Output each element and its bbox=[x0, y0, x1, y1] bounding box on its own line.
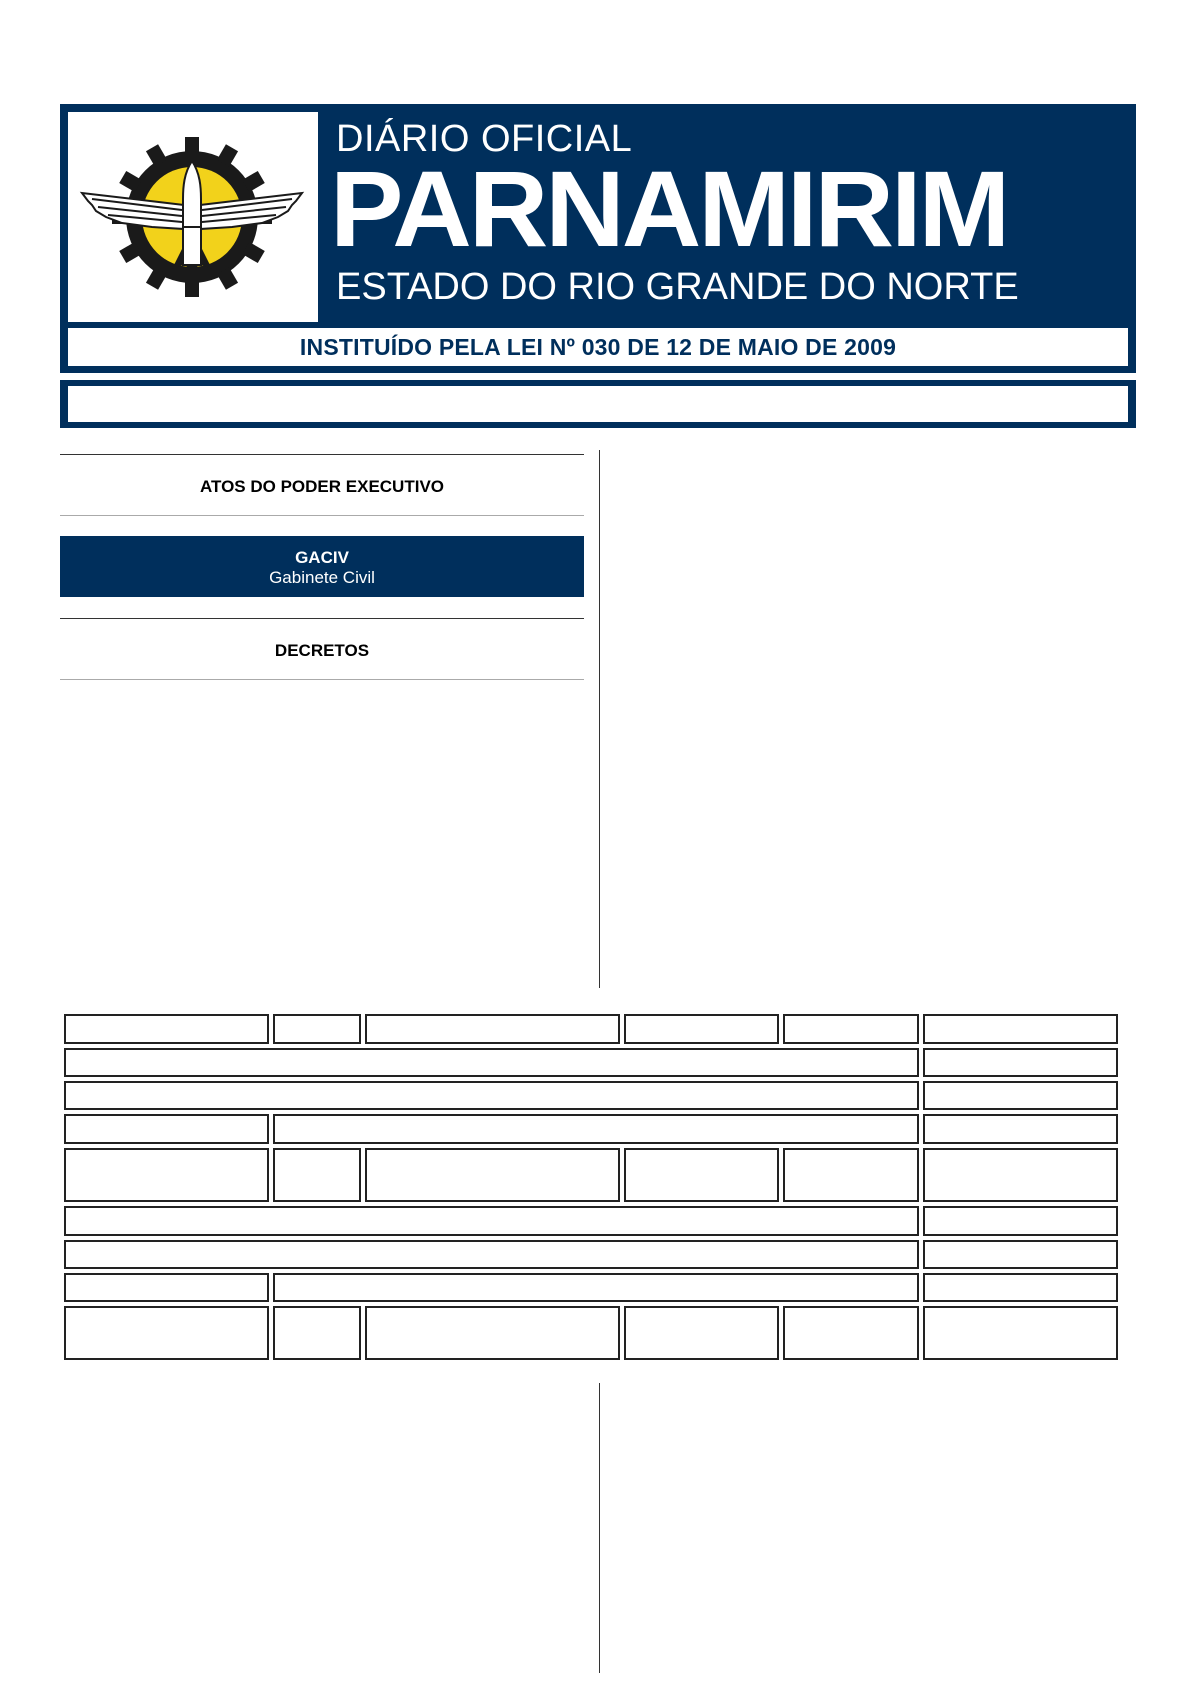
grid-cell bbox=[273, 1148, 361, 1202]
masthead bbox=[60, 104, 1136, 373]
grid-cell bbox=[923, 1114, 1118, 1144]
grid-cell bbox=[624, 1014, 779, 1044]
grid-cell bbox=[923, 1240, 1118, 1269]
grid-cell bbox=[365, 1148, 620, 1202]
grid-cell bbox=[923, 1306, 1118, 1360]
masthead-law-bar bbox=[68, 328, 1128, 366]
grid-cell bbox=[365, 1306, 620, 1360]
logo bbox=[68, 112, 318, 322]
section-heading-executive: ATOS DO PODER EXECUTIVO bbox=[199, 477, 445, 496]
grid-cell bbox=[923, 1206, 1118, 1236]
grid-cell bbox=[923, 1048, 1118, 1077]
grid-cell bbox=[64, 1273, 269, 1302]
grid-cell bbox=[64, 1240, 919, 1269]
grid-cell bbox=[273, 1114, 919, 1144]
department-name: Gabinete Civil bbox=[269, 568, 375, 587]
edition-bar bbox=[60, 380, 1136, 428]
masthead-state: ESTADO DO RIO GRANDE DO NORTE bbox=[336, 266, 1019, 308]
grid-cell bbox=[64, 1306, 269, 1360]
grid-cell bbox=[64, 1148, 269, 1202]
grid-cell bbox=[365, 1014, 620, 1044]
grid-cell bbox=[923, 1014, 1118, 1044]
section-rule-top bbox=[60, 454, 584, 455]
municipal-emblem-icon bbox=[68, 112, 318, 322]
grid-cell bbox=[273, 1014, 361, 1044]
edition-bar-inner bbox=[68, 386, 1128, 422]
grid-cell bbox=[624, 1148, 779, 1202]
grid-cell bbox=[64, 1081, 919, 1110]
grid-cell bbox=[64, 1114, 269, 1144]
grid-cell bbox=[783, 1014, 919, 1044]
grid-cell bbox=[273, 1306, 361, 1360]
grid-cell bbox=[923, 1273, 1118, 1302]
column-divider-lower bbox=[599, 1383, 600, 1673]
masthead-law-text: INSTITUÍDO PELA LEI Nº 030 DE 12 DE MAIO DE 2009 bbox=[299, 333, 897, 360]
grid-cell bbox=[923, 1081, 1118, 1110]
grid-cell bbox=[273, 1273, 919, 1302]
column-divider-upper bbox=[599, 450, 600, 988]
grid-cell bbox=[624, 1306, 779, 1360]
decrees-rule-top bbox=[60, 618, 584, 619]
masthead-title: PARNAMIRIM bbox=[330, 148, 1008, 269]
grid-cell bbox=[783, 1148, 919, 1202]
grid-cell bbox=[783, 1306, 919, 1360]
decrees-rule-bottom bbox=[60, 679, 584, 680]
section-heading-decrees: DECRETOS bbox=[274, 641, 370, 660]
grid-cell bbox=[64, 1014, 269, 1044]
grid-cell bbox=[64, 1206, 919, 1236]
masthead-kicker: DIÁRIO OFICIAL bbox=[336, 118, 633, 160]
grid-cell bbox=[923, 1148, 1118, 1202]
section-rule-bottom bbox=[60, 515, 584, 516]
grid-cell bbox=[64, 1048, 919, 1077]
department-banner bbox=[60, 536, 584, 597]
department-code: GACIV bbox=[295, 548, 349, 567]
